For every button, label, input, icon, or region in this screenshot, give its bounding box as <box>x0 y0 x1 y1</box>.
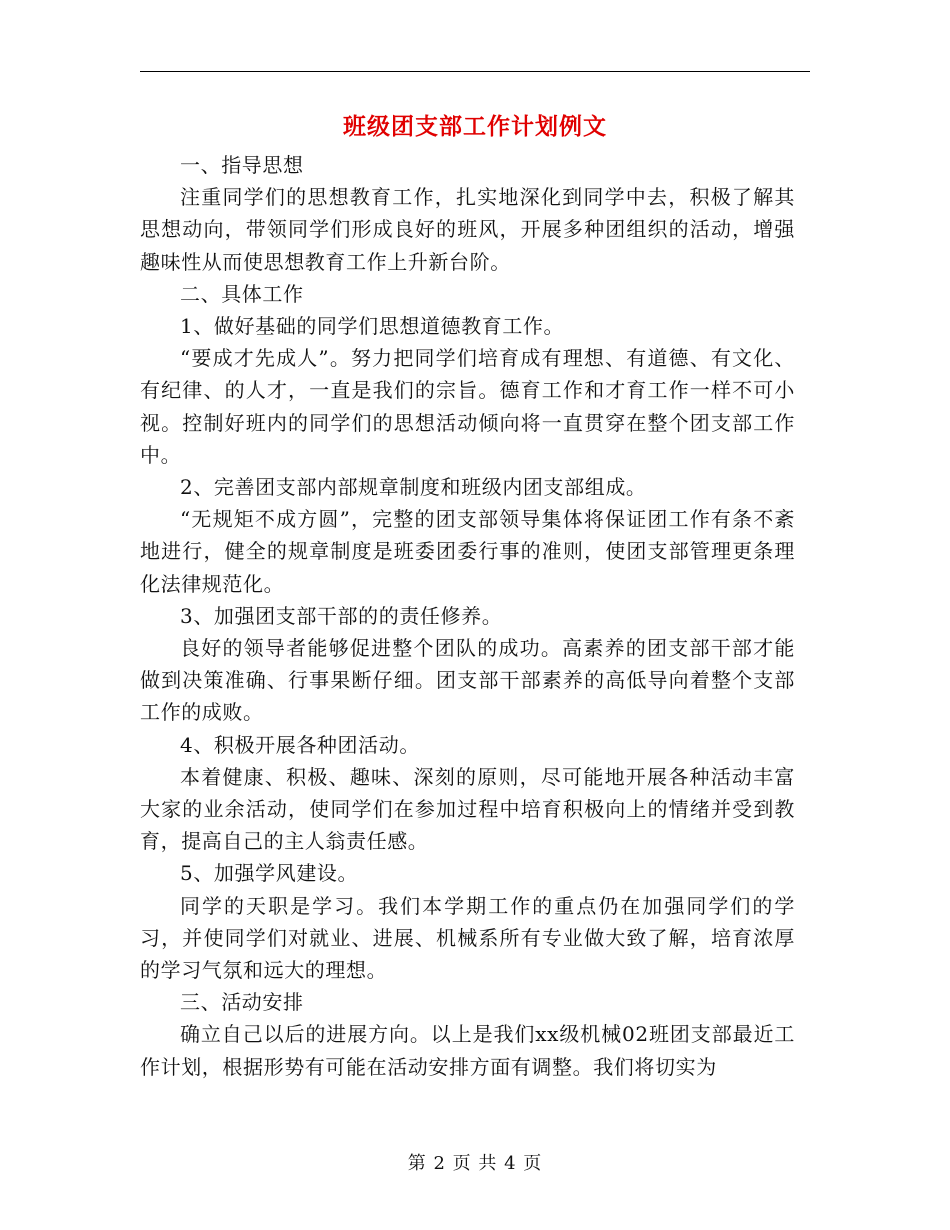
section-heading-guiding-thought: 一、指导思想 <box>180 153 304 177</box>
subheading-rules-system: 2、完善团支部内部规章制度和班级内团支部组成。 <box>180 475 647 500</box>
section-heading-specific-work: 二、具体工作 <box>180 281 304 306</box>
subheading-study-style: 5、加强学风建设。 <box>180 861 359 886</box>
section-heading-activity-plan: 三、活动安排 <box>180 990 304 1015</box>
subheading-moral-education: 1、做好基础的同学们思想道德教育工作。 <box>180 314 565 339</box>
page-footer: 第 2 页 共 4 页 <box>407 1153 543 1174</box>
paragraph-cadre-responsibility: 良好的领导者能够促进整个团队的成功。高素养的团支部干部才能做到决策准确、行事果断仔细。团支部干部素养的高低导向着整个支部工作的成败。 <box>140 636 795 725</box>
paragraph-activity-plan: 确立自己以后的进展方向。以上是我们xx级机械02班团支部最近工作计划，根据形势有可能在活动安排方面有调整。我们将切实为 <box>140 1022 795 1079</box>
header-rule <box>140 71 810 72</box>
subheading-cadre-responsibility: 3、加强团支部干部的的责任修养。 <box>180 603 503 628</box>
paragraph-study-style: 同学的天职是学习。我们本学期工作的重点仍在加强同学们的学习，并使同学们对就业、进展、机械系所有专业做大致了解，培育浓厚的学习气氛和远大的理想。 <box>140 893 795 983</box>
document-body <box>140 149 795 1083</box>
paragraph-moral-education: “要成才先成人”。努力把同学们培育成有理想、有道德、有文化、有纪律、的人才，一直是我们的宗旨。德育工作和才育工作一样不可小视。控制好班内的同学们的思想活动倾向将一直贯穿在整个团支部工作中。 <box>140 346 795 467</box>
paragraph-activities: 本着健康、积极、趣味、深刻的原则，尽可能地开展各种活动丰富大家的业余活动，使同学们在参加过程中培育积极向上的情绪并受到教育，提高自己的主人翁责任感。 <box>140 764 795 854</box>
subheading-activities: 4、积极开展各种团活动。 <box>180 732 420 757</box>
document-title: 班级团支部工作计划例文 <box>343 114 607 140</box>
paragraph-rules-system: “无规矩不成方圆”，完整的团支部领导集体将保证团工作有条不紊地进行，健全的规章制度是班委团委行事的准则，使团支部管理更条理化法律规范化。 <box>140 507 795 596</box>
paragraph-guiding-thought: 注重同学们的思想教育工作，扎实地深化到同学中去，积极了解其思想动向，带领同学们形成良好的班风，开展多种团组织的活动，增强趣味性从而使思想教育工作上升新台阶。 <box>140 185 795 274</box>
